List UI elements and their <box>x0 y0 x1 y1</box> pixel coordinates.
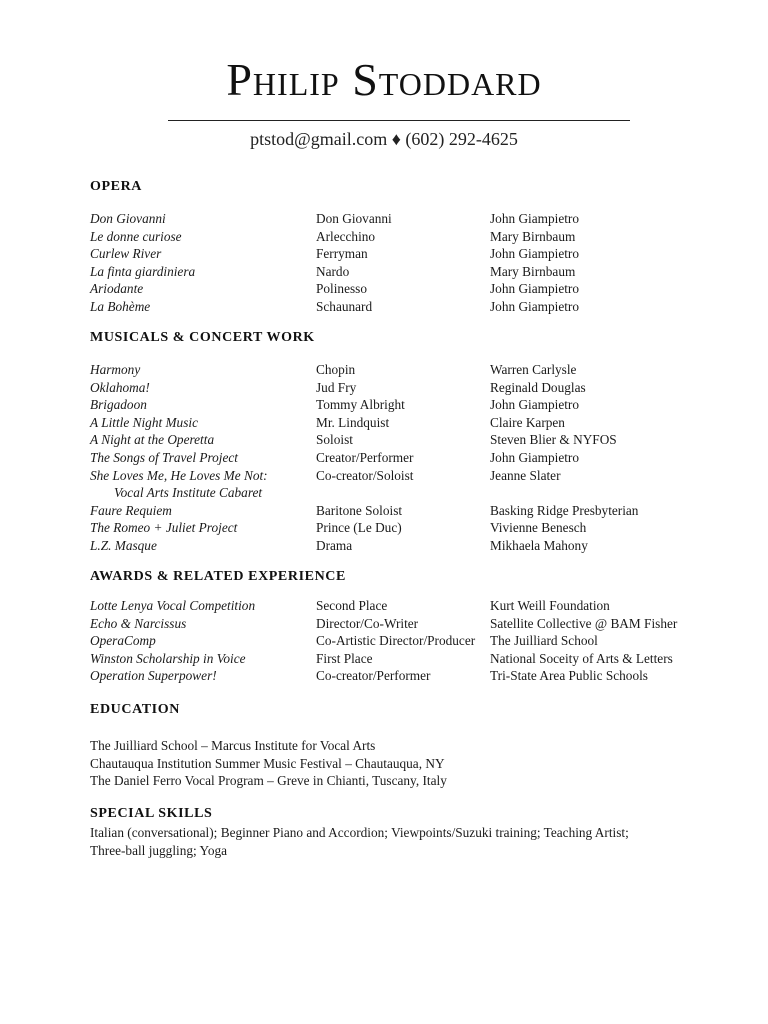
awards-heading: AWARDS & RELATED EXPERIENCE <box>90 569 346 584</box>
director-text: Tri-State Area Public Schools <box>490 668 648 684</box>
opera-row <box>90 245 710 263</box>
role-text: Arlecchino <box>316 228 376 244</box>
director-text: Warren Carlysle <box>490 362 577 377</box>
director-text: Satellite Collective @ BAM Fisher <box>490 615 678 631</box>
musicals-row <box>90 484 710 502</box>
email-text[interactable]: ptstod@gmail.com <box>250 129 388 149</box>
director-text: Jeanne Slater <box>490 467 561 483</box>
musicals-row <box>90 537 710 555</box>
musicals-row <box>90 449 710 467</box>
role-text: Creator/Performer <box>316 449 414 465</box>
director-text: John Giampietro <box>490 246 580 262</box>
skills-line: Italian (conversational); Beginner Piano and Accordion; Viewpoints/Suzuki training; Teaching Artist; <box>90 825 629 840</box>
work-title: Le donne curiose <box>90 228 182 244</box>
musicals-row <box>90 379 710 397</box>
role-text: Prince (Le Duc) <box>316 520 402 536</box>
opera-list <box>90 210 710 316</box>
work-title: Faure Requiem <box>90 502 172 518</box>
director-text: John Giampietro <box>490 397 580 413</box>
musicals-row <box>90 414 710 432</box>
opera-row <box>90 210 710 228</box>
director-text: Claire Karpen <box>490 414 565 430</box>
work-title: Curlew River <box>90 246 162 262</box>
opera-row <box>90 280 710 298</box>
skills-line: Three-ball juggling; Yoga <box>90 842 228 858</box>
work-title: Harmony <box>90 362 141 377</box>
work-title: L.Z. Masque <box>90 537 157 553</box>
work-title: Brigadoon <box>90 397 147 413</box>
role-text: Second Place <box>316 598 388 613</box>
musicals-row <box>90 502 710 520</box>
work-title: La finta giardiniera <box>90 263 196 279</box>
role-text: Jud Fry <box>316 379 357 395</box>
work-title: The Romeo + Juliet Project <box>90 520 238 536</box>
director-text: John Giampietro <box>490 449 580 465</box>
education-item: The Juilliard School – Marcus Institute for Vocal Arts <box>90 738 376 753</box>
education-heading: EDUCATION <box>90 702 180 717</box>
work-title: Ariodante <box>90 281 144 297</box>
musicals-heading: MUSICALS & CONCERT WORK <box>90 330 315 345</box>
role-text: Co-creator/Soloist <box>316 467 414 483</box>
director-text: Mary Birnbaum <box>490 228 576 244</box>
education-list <box>90 737 710 790</box>
role-text: Schaunard <box>316 298 373 314</box>
awards-row <box>90 667 710 685</box>
director-text: John Giampietro <box>490 281 580 297</box>
awards-row <box>90 597 710 615</box>
awards-row <box>90 615 710 633</box>
diamond-separator: ♦ <box>391 129 401 149</box>
director-text: Mikhaela Mahony <box>490 537 588 553</box>
director-text: The Juilliard School <box>490 633 598 649</box>
skills-heading: SPECIAL SKILLS <box>90 806 213 821</box>
work-title: Lotte Lenya Vocal Competition <box>90 598 256 613</box>
education-item: The Daniel Ferro Vocal Program – Greve in Chianti, Tuscany, Italy <box>90 773 447 789</box>
musicals-row <box>90 431 710 449</box>
role-text: Don Giovanni <box>316 211 392 226</box>
director-text: Vivienne Benesch <box>490 520 587 536</box>
director-text: Mary Birnbaum <box>490 263 576 279</box>
work-title: Operation Superpower! <box>90 668 217 684</box>
name-underline <box>168 120 630 121</box>
contact-line <box>0 127 768 151</box>
director-text: Kurt Weill Foundation <box>490 598 610 613</box>
musicals-list <box>90 361 710 555</box>
role-text: Ferryman <box>316 246 368 262</box>
musicals-row <box>90 519 710 537</box>
director-text: Basking Ridge Presbyterian <box>490 502 639 518</box>
awards-row <box>90 650 710 668</box>
work-title: Winston Scholarship in Voice <box>90 650 246 666</box>
role-text: Soloist <box>316 432 353 448</box>
director-text: John Giampietro <box>490 211 580 226</box>
role-text: Polinesso <box>316 281 367 297</box>
director-text: Reginald Douglas <box>490 379 586 395</box>
work-title: La Bohème <box>90 298 151 314</box>
work-title: Don Giovanni <box>90 211 166 226</box>
work-title: A Night at the Operetta <box>90 432 215 448</box>
work-title: OperaComp <box>90 633 156 649</box>
resume-name: Philip Stoddard <box>226 54 542 105</box>
director-text: National Soceity of Arts & Letters <box>490 650 673 666</box>
work-title: Echo & Narcissus <box>90 615 187 631</box>
opera-row <box>90 228 710 246</box>
musicals-row <box>90 467 710 485</box>
role-text: First Place <box>316 650 373 666</box>
skills-list <box>90 824 710 859</box>
opera-heading: OPERA <box>90 179 142 194</box>
opera-row <box>90 263 710 281</box>
role-text: Baritone Soloist <box>316 502 403 518</box>
role-text: Mr. Lindquist <box>316 414 390 430</box>
musicals-row <box>90 396 710 414</box>
awards-list <box>90 597 710 685</box>
role-text: Chopin <box>316 362 356 377</box>
work-title: A Little Night Music <box>90 414 198 430</box>
musicals-row <box>90 361 710 379</box>
awards-row <box>90 632 710 650</box>
role-text: Co-Artistic Director/Producer <box>316 633 476 649</box>
work-title: The Songs of Travel Project <box>90 449 238 465</box>
role-text: Drama <box>316 537 353 553</box>
phone-text: (602) 292-4625 <box>405 129 518 149</box>
director-text: Steven Blier & NYFOS <box>490 432 617 448</box>
role-text: Co-creator/Performer <box>316 668 431 684</box>
role-text: Nardo <box>316 263 350 279</box>
role-text: Director/Co-Writer <box>316 615 419 631</box>
work-title: She Loves Me, He Loves Me Not: <box>90 467 268 483</box>
opera-row <box>90 298 710 316</box>
work-title: Oklahoma! <box>90 379 150 395</box>
education-item: Chautauqua Institution Summer Music Festival – Chautauqua, NY <box>90 755 445 771</box>
role-text: Tommy Albright <box>316 397 405 413</box>
work-title: Vocal Arts Institute Cabaret <box>114 485 263 501</box>
director-text: John Giampietro <box>490 298 580 314</box>
